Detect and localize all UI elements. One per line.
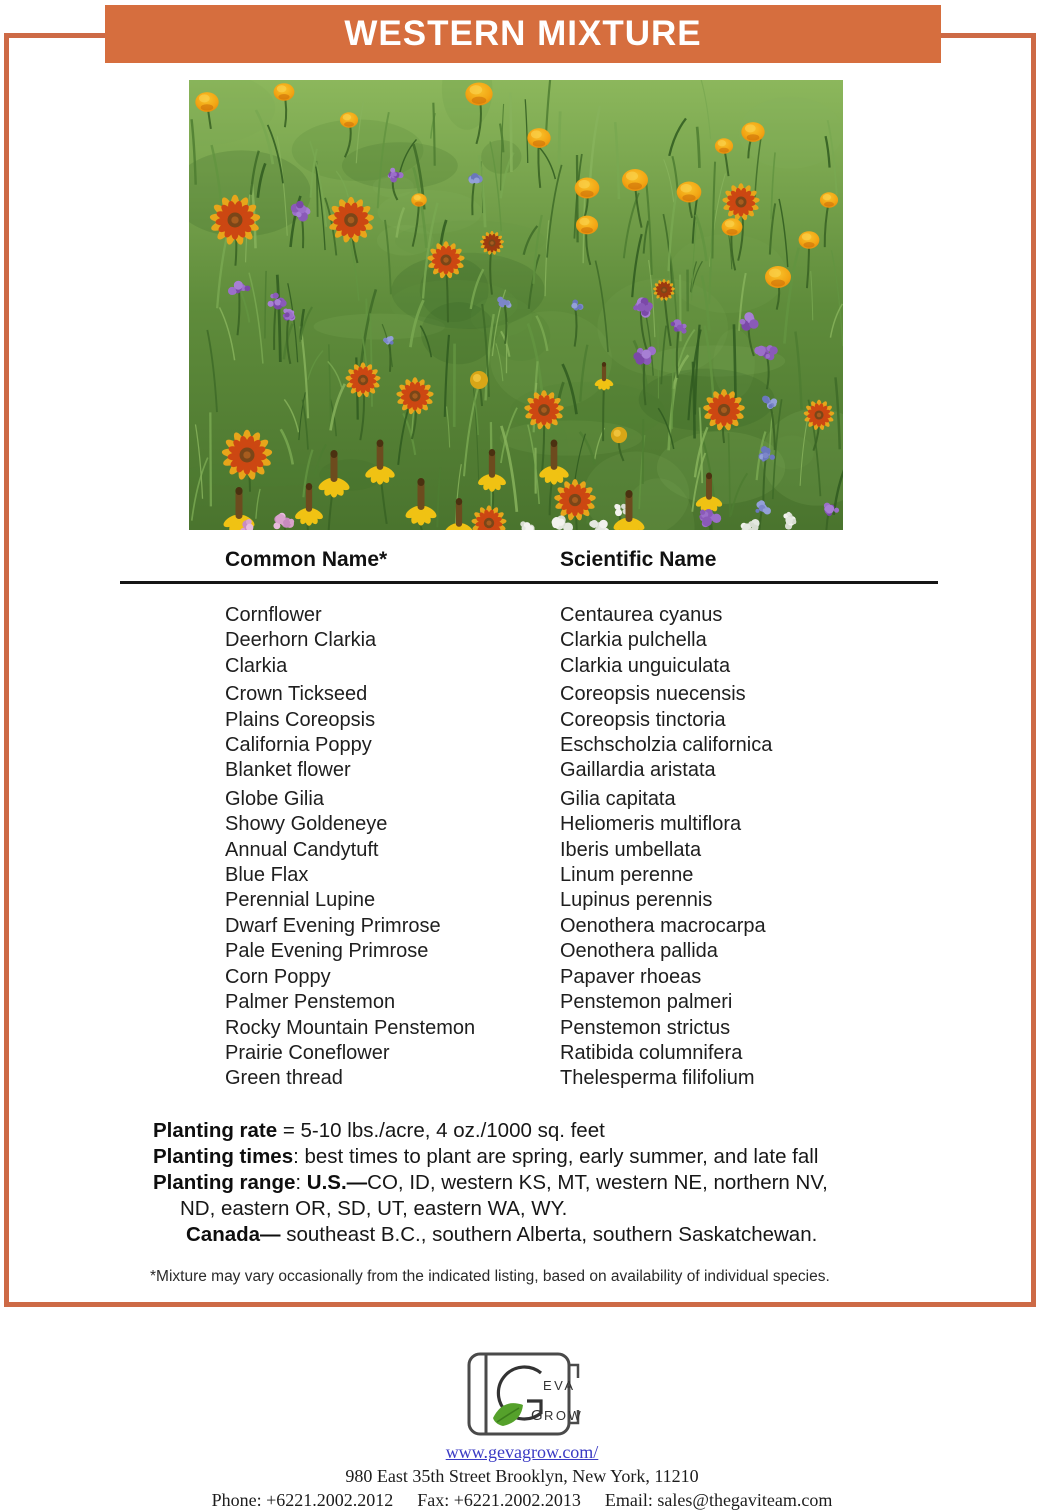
species-row [225,812,985,837]
scientific-name-cell: Lupinus perennis [560,889,713,912]
common-name-cell: Prairie Coneflower [225,1041,390,1064]
table-divider [120,581,938,584]
species-row [225,733,985,758]
phone-text: Phone: +6221.2002.2012 [211,1490,394,1510]
common-name-cell: Perennial Lupine [225,889,376,912]
scientific-name-cell: Heliomeris multiflora [560,813,742,836]
scientific-name-cell: Penstemon palmeri [560,991,733,1014]
planting-canada-line: Canada— southeast B.C., southern Alberta, southern Saskatchewan. [186,1223,818,1246]
species-row [225,965,985,990]
common-name-cell: California Poppy [225,734,372,757]
species-row [225,1016,985,1041]
website-link[interactable]: www.gevagrow.com/ [445,1442,599,1462]
species-row [225,939,985,964]
scientific-name-cell: Penstemon strictus [560,1016,731,1039]
scientific-name-header: Scientific Name [560,548,717,571]
species-row [225,863,985,888]
scientific-name-cell: Oenothera pallida [560,940,718,963]
footer [0,1348,1044,1511]
address-line: 980 East 35th Street Brooklyn, New York, 11210 [345,1466,699,1486]
common-name-cell: Green thread [225,1067,343,1090]
page-title: WESTERN MIXTURE [344,14,702,53]
scientific-name-cell: Oenothera macrocarpa [560,914,766,937]
scientific-name-cell: Ratibida columnifera [560,1041,743,1064]
species-row [225,708,985,733]
logo-text-row: ROW [544,1408,584,1423]
logo-wrap [0,1348,1044,1440]
common-name-cell: Blue Flax [225,864,309,887]
species-row [225,838,985,863]
species-row [225,603,985,628]
common-name-cell: Corn Poppy [225,965,331,988]
planting-times-line: Planting times: best times to plant are spring, early summer, and late fall [153,1145,819,1168]
species-row [225,787,985,812]
species-row [225,682,985,707]
scientific-name-cell: Gilia capitata [560,787,676,810]
common-name-cell: Crown Tickseed [225,683,368,706]
common-name-cell: Annual Candytuft [225,838,379,861]
planting-info [153,1118,963,1248]
common-name-cell: Deerhorn Clarkia [225,629,377,652]
species-list [225,603,985,1092]
common-name-cell: Rocky Mountain Penstemon [225,1016,476,1039]
common-name-cell: Plains Coreopsis [225,708,376,731]
common-name-header: Common Name* [225,548,388,571]
common-name-cell: Clarkia [225,654,288,677]
scientific-name-cell: Iberis umbellata [560,838,702,861]
scientific-name-cell: Papaver rhoeas [560,965,702,988]
wildflower-photo [189,80,843,530]
gevagrow-logo [455,1348,589,1440]
contact-line [0,1490,1044,1511]
species-row [225,758,985,783]
scientific-name-cell: Thelesperma filifolium [560,1067,755,1090]
scientific-name-cell: Linum perenne [560,864,694,887]
title-bar [105,5,941,63]
scientific-name-cell: Clarkia pulchella [560,629,707,652]
logo-text-small-g: G [531,1407,543,1424]
logo-text-eva: EVA [543,1378,576,1393]
mixture-footnote: *Mixture may vary occasionally from the indicated listing, based on availability of individual species. [150,1268,830,1285]
scientific-name-cell: Coreopsis tinctoria [560,708,726,731]
wildflower-photo-svg [189,80,843,530]
common-name-cell: Globe Gilia [225,787,324,810]
species-row [225,628,985,653]
species-row [225,654,985,679]
scientific-name-cell: Coreopsis nuecensis [560,683,746,706]
scientific-name-cell: Centaurea cyanus [560,604,723,626]
planting-rate-line: Planting rate = 5-10 lbs./acre, 4 oz./1000 sq. feet [153,1119,605,1142]
species-row [225,888,985,913]
scientific-name-cell: Gaillardia aristata [560,759,716,782]
species-row [225,914,985,939]
common-name-cell: Dwarf Evening Primrose [225,914,441,937]
table-headers [225,548,938,572]
planting-range-line: Planting range: U.S.—CO, ID, western KS, MT, western NE, northern NV, [153,1171,828,1194]
species-row [225,990,985,1015]
species-row [225,1041,985,1066]
common-name-cell: Cornflower [225,604,322,626]
fax-text: Fax: +6221.2002.2013 [417,1490,581,1510]
common-name-cell: Pale Evening Primrose [225,940,429,963]
scientific-name-cell: Clarkia unguiculata [560,654,731,677]
species-row [225,1066,985,1091]
common-name-cell: Palmer Penstemon [225,991,396,1014]
common-name-cell: Showy Goldeneye [225,813,388,836]
common-name-cell: Blanket flower [225,759,351,782]
planting-range-wrap-line: ND, eastern OR, SD, UT, eastern WA, WY. [180,1197,568,1220]
scientific-name-cell: Eschscholzia californica [560,734,773,757]
email-text: Email: sales@thegaviteam.com [604,1490,833,1510]
